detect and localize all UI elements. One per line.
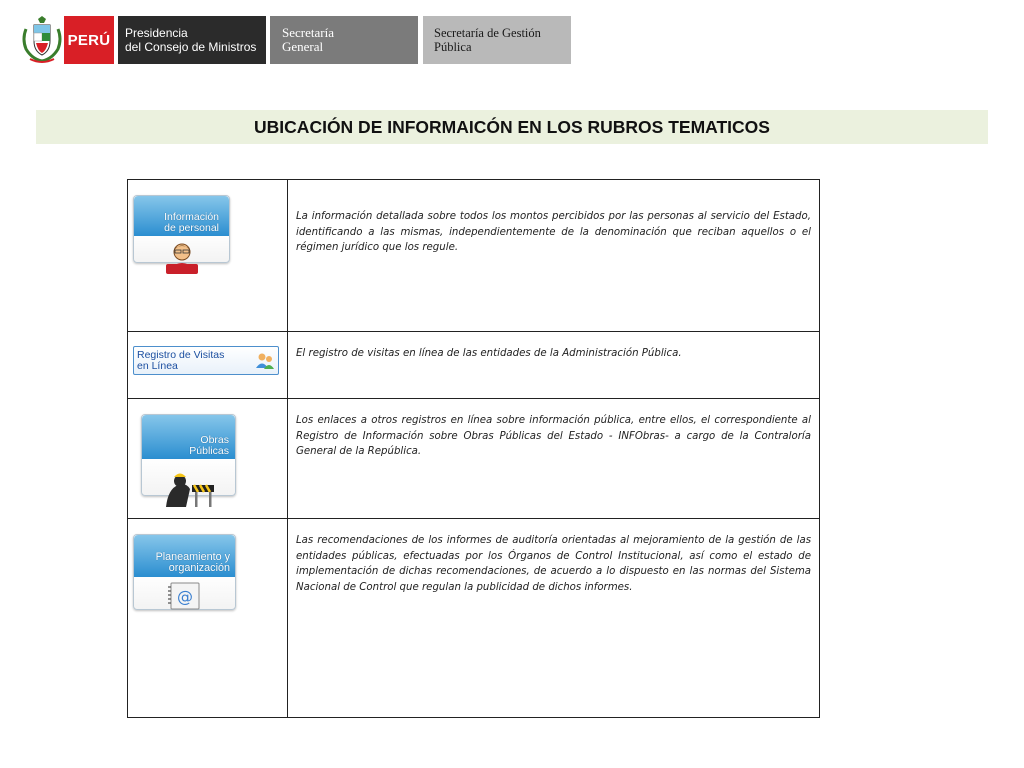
rubro-description-cell (288, 180, 820, 332)
rubro-icon-cell (128, 519, 288, 718)
rubro-description: Las recomendaciones de los informes de auditoría orientadas al mejoramiento de la gestión de las entidades públicas, efectuadas por los Órganos de Control Institucional, así como el estado de implementación de dichas recomendaciones, de acuerdo a lo dispuesto en las normas del Sistema Nacional de Control que regulan la publicidad de dichos informes. (296, 535, 811, 593)
sgp-line1: Secretaría de Gestión (434, 26, 541, 40)
rubro-icon-cell (128, 180, 288, 332)
rubro-icon-cell (128, 332, 288, 399)
visitors-registry-button[interactable] (133, 346, 279, 375)
rubro-label-line2: organización (168, 562, 230, 574)
secretaria-gestion-publica-logo (423, 16, 571, 64)
visitors-icon (255, 351, 275, 371)
personal-info-icon (162, 240, 202, 276)
rubro-description-cell (288, 519, 820, 718)
personal-info-button[interactable] (133, 195, 230, 263)
secretaria-general-logo (270, 16, 418, 64)
rubro-description: Los enlaces a otros registros en línea sobre información pública, entre ellos, el correspondiente al Registro de Información sobre Obras Públicas del Estado - INFObras- a cargo de la Contraloría General de la República. (296, 415, 811, 457)
rubro-label-line2: en Línea (137, 360, 178, 372)
pcm-line1: Presidencia (125, 26, 188, 40)
rubro-label-line1: Obras (200, 434, 229, 446)
rubro-label-line1: Registro de Visitas (137, 349, 225, 361)
rubro-label-line2: de personal (164, 222, 219, 234)
rubro-label-line1: Información (164, 211, 219, 223)
rubro-label-line2: Públicas (189, 445, 229, 457)
table-row (128, 519, 820, 718)
table-row (128, 332, 820, 399)
page-title-bar (36, 110, 988, 144)
header-logos (20, 15, 571, 65)
sg-line2: General (282, 39, 324, 54)
public-works-button[interactable] (141, 414, 236, 496)
rubro-description-cell (288, 399, 820, 519)
planning-button[interactable] (133, 534, 236, 610)
public-works-icon (160, 469, 218, 509)
page-title: UBICACIÓN DE INFORMAICÓN EN LOS RUBROS TEMATICOS (254, 116, 770, 137)
rubro-description: El registro de visitas en línea de las entidades de la Administración Pública. (296, 348, 682, 359)
svg-text:@: @ (177, 587, 193, 606)
planning-notebook-icon (167, 581, 201, 611)
table-row (128, 399, 820, 519)
rubros-table (127, 179, 820, 718)
pcm-logo (118, 16, 266, 64)
rubro-description: La información detallada sobre todos los montos percibidos por las personas al servicio del Estado, identificando a las mismas, independientemente de la denominación que reciban aquellos o el régimen jurídico que los regule. (296, 211, 811, 253)
table-row (128, 180, 820, 332)
sgp-line2: Pública (434, 40, 472, 54)
peru-label: PERÚ (67, 31, 111, 49)
rubro-icon-cell (128, 399, 288, 519)
rubro-description-cell (288, 332, 820, 399)
rubro-label-line1: Planeamiento y (155, 551, 230, 563)
coat-of-arms-icon (20, 15, 64, 65)
pcm-line2: del Consejo de Ministros (125, 40, 257, 54)
sg-line1: Secretaría (282, 25, 334, 40)
peru-logo (64, 16, 114, 64)
